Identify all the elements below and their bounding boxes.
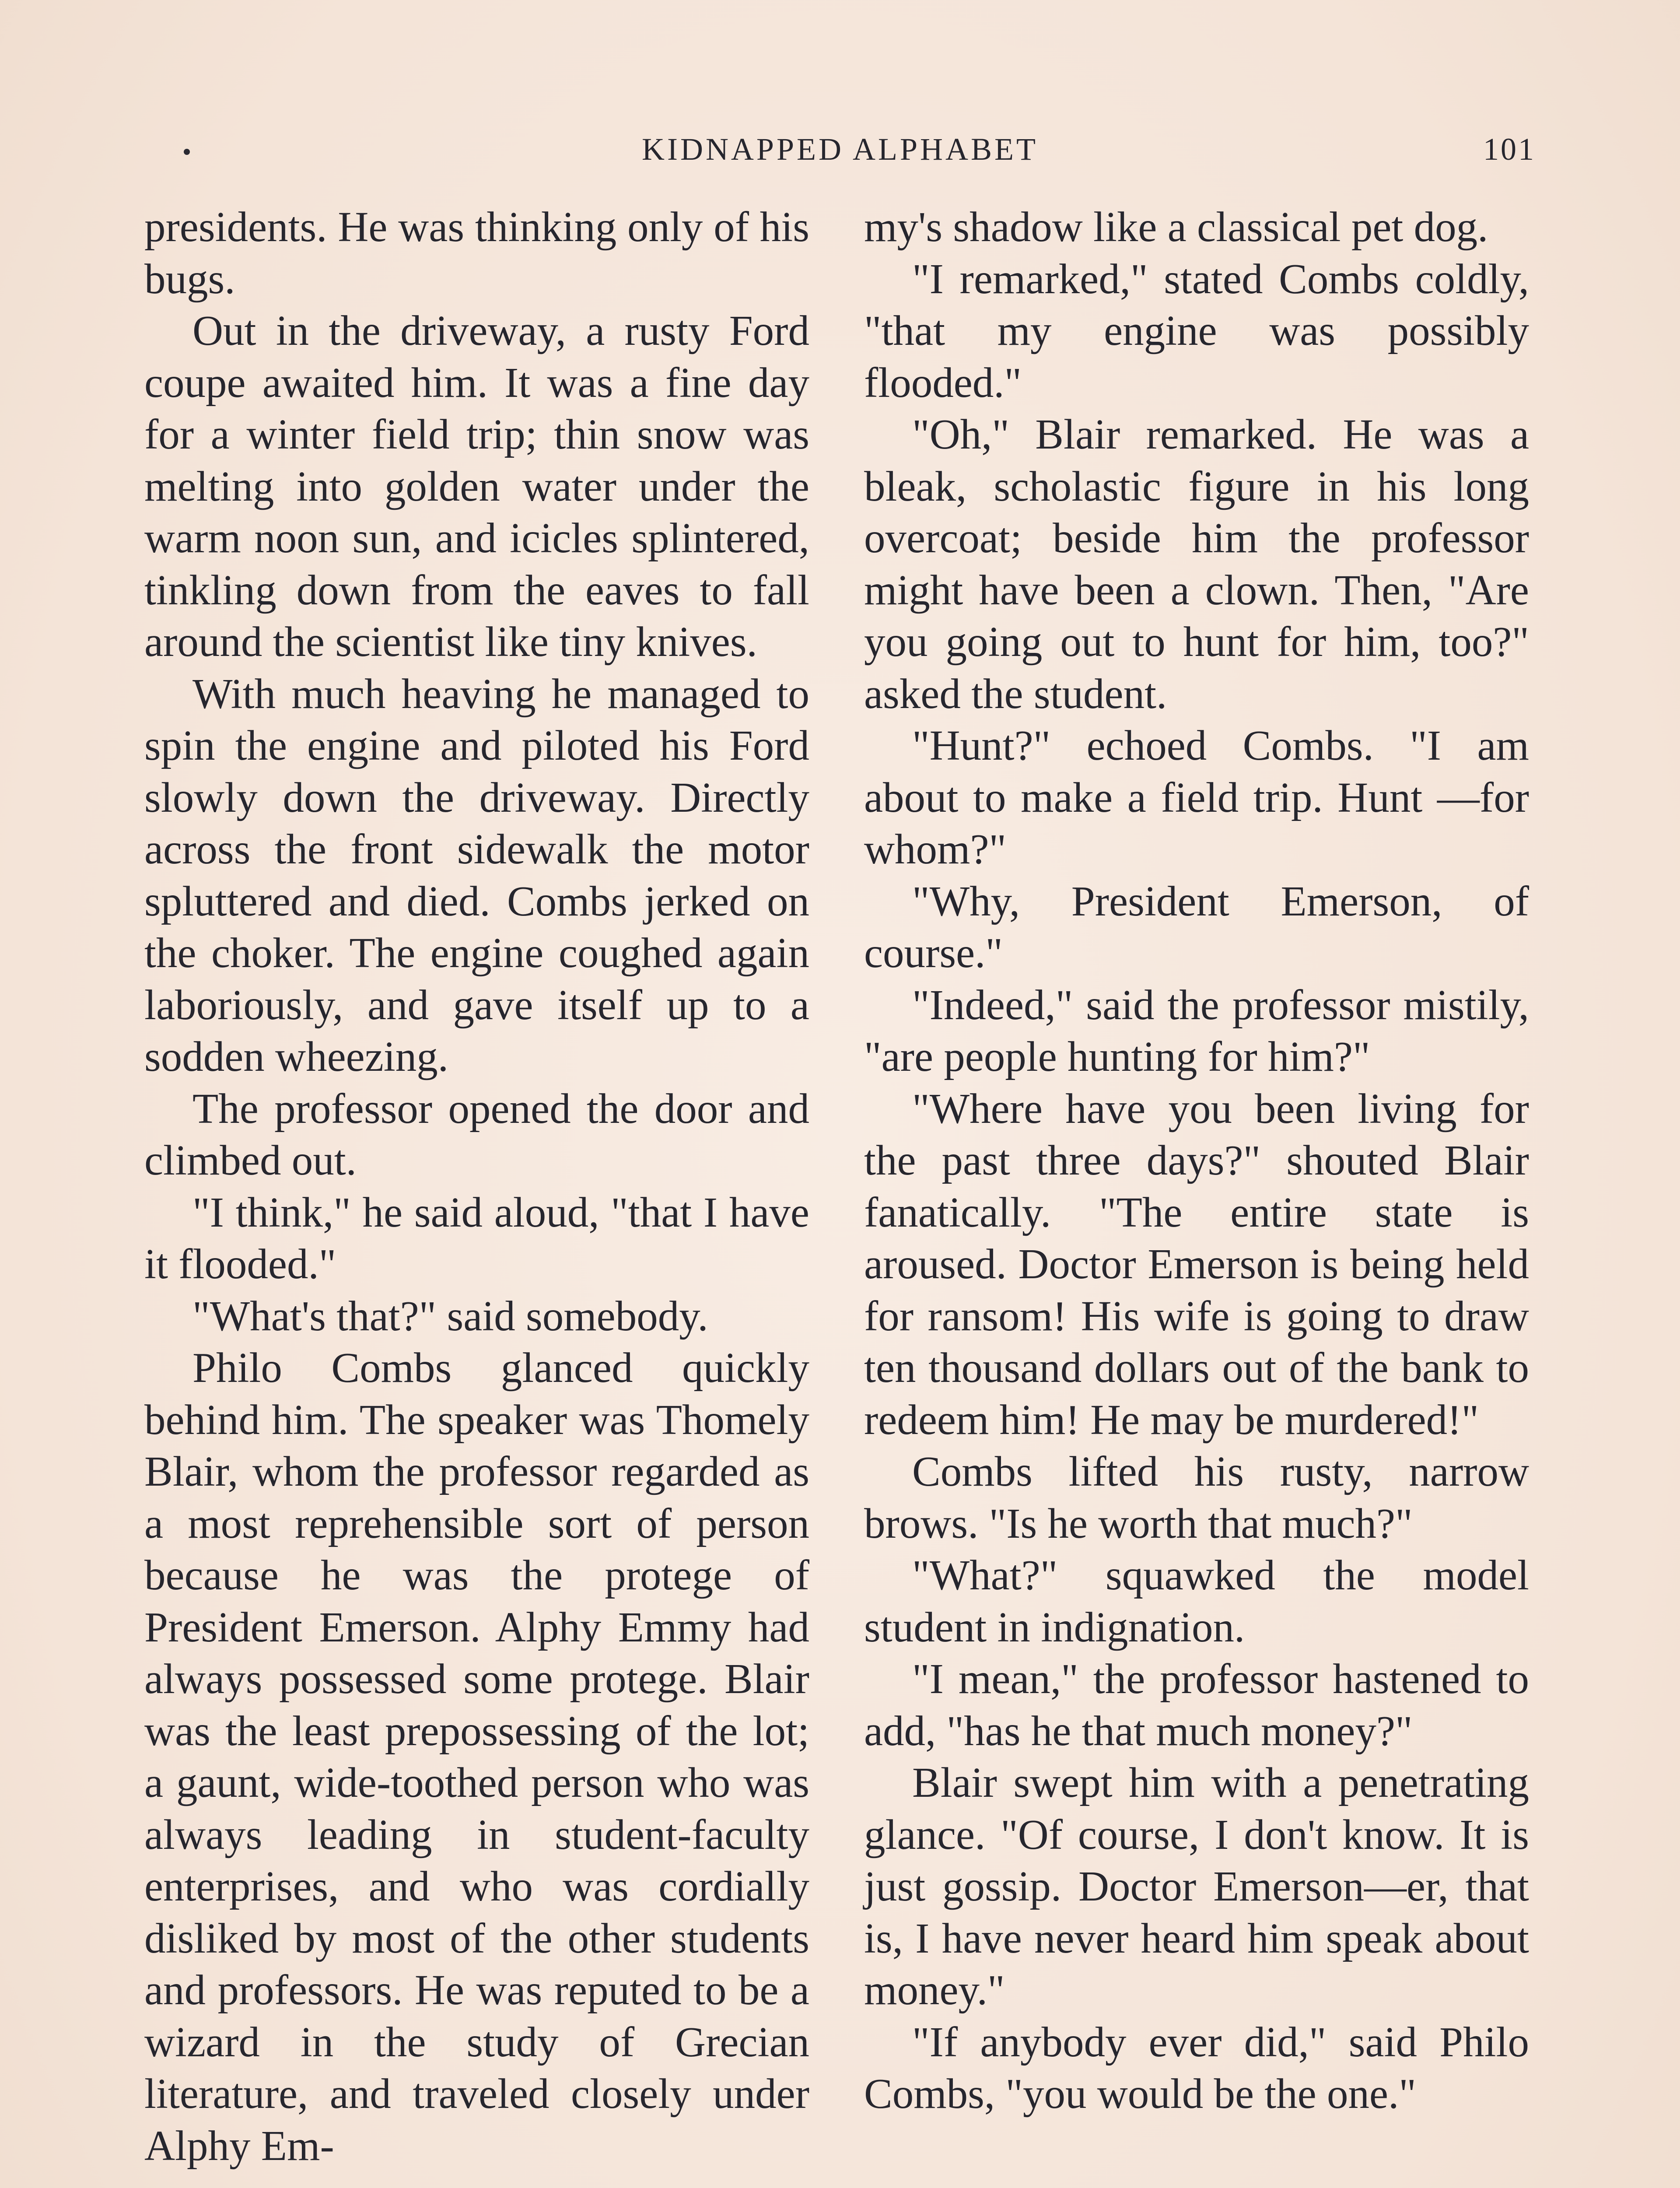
running-title: KIDNAPPED ALPHABET (641, 132, 1039, 167)
paragraph: Combs lifted his rusty, narrow brows. "Is he worth that much?" (864, 1448, 1529, 1547)
paragraph: my's shadow like a classical pet dog. (864, 203, 1488, 250)
paragraph: "Why, President Emerson, of course." (864, 877, 1529, 976)
paragraph: Blair swept him with a penetrating glance. "Of course, I don't know. It is just gossip. Doctor Emerson—er, that is, I have never heard him speak about money." (864, 1759, 1529, 2013)
paragraph: presidents. He was thinking only of his bugs. (144, 203, 809, 302)
paragraph: "What's that?" said somebody. (192, 1292, 708, 1339)
paragraph: "Oh," Blair remarked. He was a bleak, scholastic figure in his long overcoat; beside him the professor might have been a clown. Then, "Are you going out to hunt for him, too?" asked the student. (864, 411, 1529, 717)
paragraph: The professor opened the door and climbed out. (144, 1085, 809, 1184)
paragraph: Philo Combs glanced quickly behind him. The speaker was Thomely Blair, whom the professor regarded as a most reprehensible sort of person because he was the protege of President Emerson. Alphy Emmy had always possessed some protege. Blair was the least prepossessing of the lot; a gaunt, wide-toothed person who was always leading in student-faculty enterprises, and who was cordially disliked by most of the other students and professors. He was reputed to be a wizard in the study of Grecian literature, and traveled closely under Alphy Em- (144, 1344, 809, 2169)
paragraph: "I remarked," stated Combs coldly, "that my engine was possibly flooded." (864, 255, 1529, 406)
paragraph: "Where have you been living for the past three days?" shouted Blair fanatically. "The entire state is aroused. Doctor Emerson is being held for ransom! His wife is going to draw ten thousand dollars out of the bank to redeem him! He may be murdered!" (864, 1085, 1529, 1443)
paragraph: "What?" squawked the model student in indignation. (864, 1552, 1529, 1651)
paragraph: "I think," he said aloud, "that I have it flooded." (144, 1189, 809, 1287)
paragraph: Out in the driveway, a rusty Ford coupe awaited him. It was a fine day for a winter field trip; thin snow was melting into golden water under the warm noon sun, and icicles splintered, tinkling down from the eaves to fall around the scientist like tiny knives. (144, 307, 809, 665)
page-number: 101 (1483, 132, 1536, 167)
paragraph: "If anybody ever did," said Philo Combs, "you would be the one." (864, 2018, 1529, 2117)
paragraph: With much heaving he managed to spin the engine and piloted his Ford slowly down the driveway. Directly across the front sidewalk the motor spluttered and died. Combs jerked on the choker. The engine coughed again laboriously, and gave itself up to a sodden wheezing. (144, 670, 809, 1080)
page-header (144, 131, 1536, 175)
paragraph: "I mean," the professor hastened to add, "has he that much money?" (864, 1655, 1529, 1754)
paragraph: "Hunt?" echoed Combs. "I am about to make a field trip. Hunt —for whom?" (864, 722, 1529, 873)
paragraph: "Indeed," said the professor mistily, "are people hunting for him?" (864, 981, 1529, 1080)
right-column (864, 201, 1529, 2120)
left-column (144, 201, 809, 2172)
